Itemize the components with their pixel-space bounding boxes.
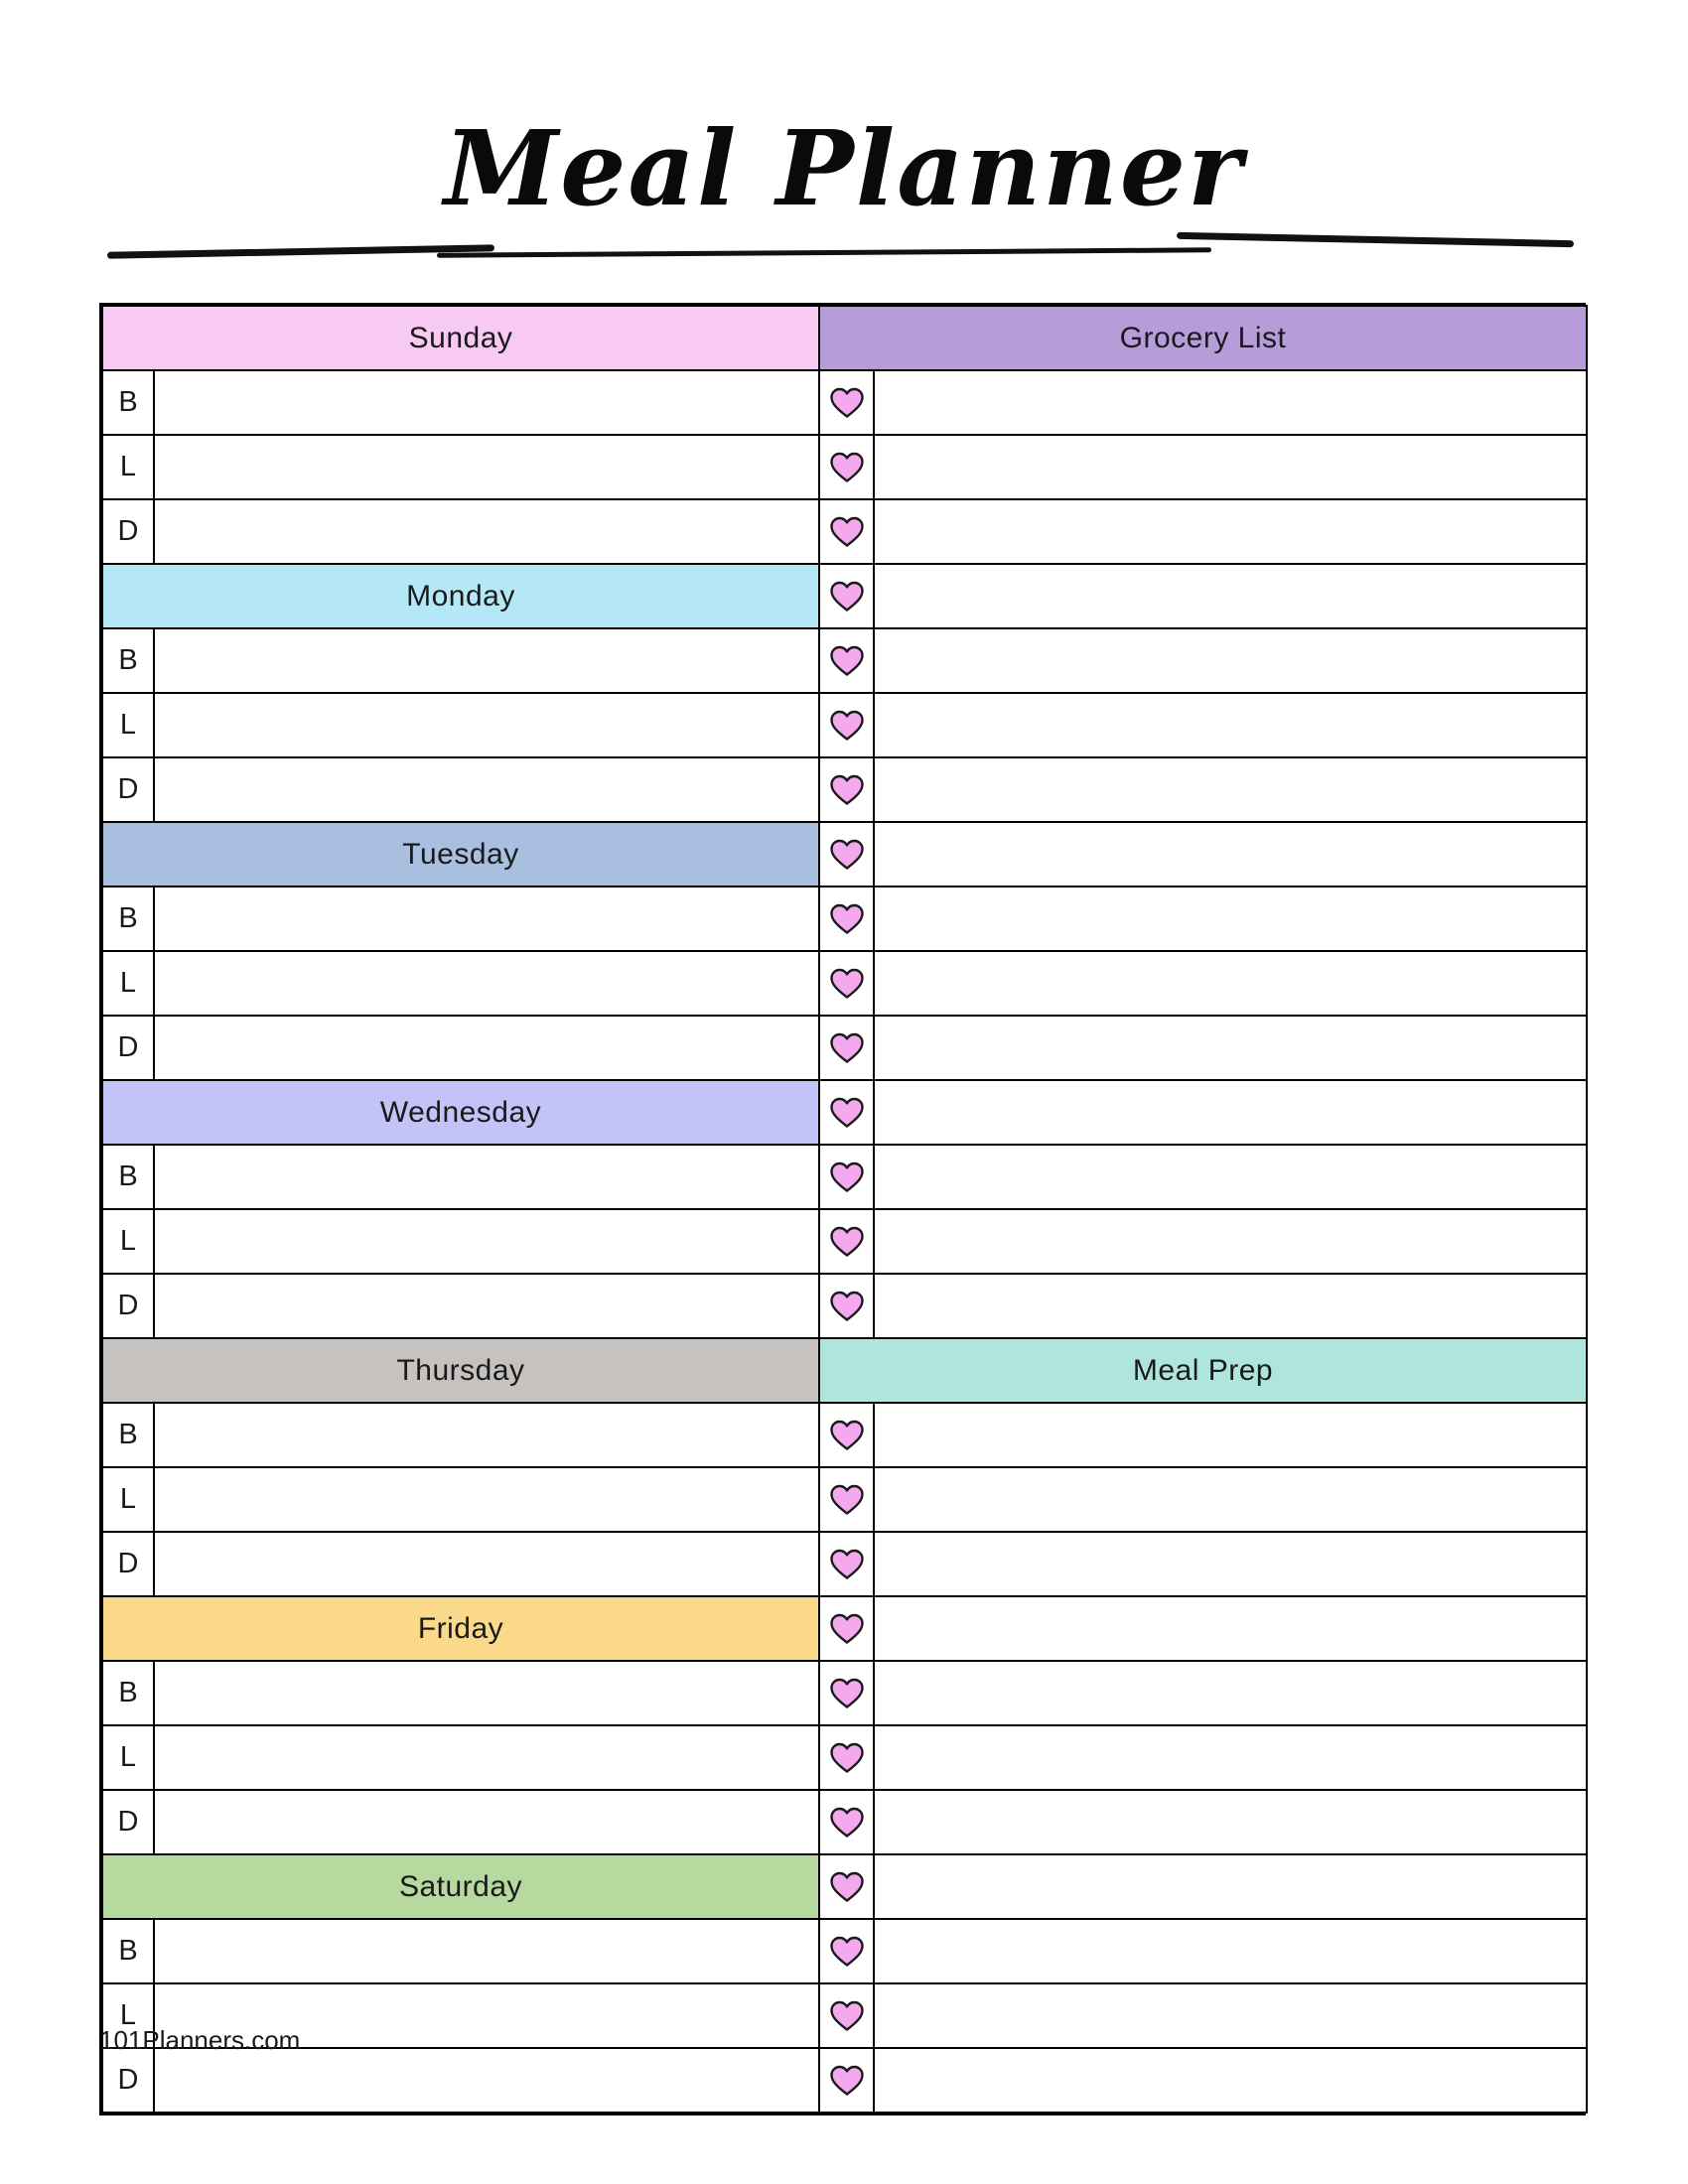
table-row [102,370,1587,435]
meal-entry-wednesday-b[interactable] [154,1145,819,1209]
meal-entry-monday-b[interactable] [154,628,819,693]
heart-icon [830,1807,864,1838]
heart-bullet [819,951,874,1016]
heart-icon [830,1161,864,1192]
table-row [102,951,1587,1016]
list-item[interactable] [874,1661,1587,1725]
list-item[interactable] [874,693,1587,757]
day-header-monday: Monday [102,564,819,628]
heart-icon [830,968,864,999]
heart-icon [830,1613,864,1644]
table-row [102,628,1587,693]
heart-bullet [819,693,874,757]
heart-icon [830,387,864,418]
heart-bullet [819,1209,874,1274]
heart-icon [830,452,864,482]
meal-entry-wednesday-l[interactable] [154,1209,819,1274]
heart-bullet [819,1725,874,1790]
heart-bullet [819,564,874,628]
heart-icon [830,2065,864,2096]
list-item[interactable] [874,1919,1587,1983]
meal-label-tuesday-b: B [102,887,154,951]
list-item[interactable] [874,1596,1587,1661]
table-row [102,1661,1587,1725]
list-item[interactable] [874,1145,1587,1209]
list-item[interactable] [874,1532,1587,1596]
list-item[interactable] [874,1790,1587,1854]
meal-label-monday-b: B [102,628,154,693]
day-header-wednesday: Wednesday [102,1080,819,1145]
table-row [102,1790,1587,1854]
meal-entry-saturday-b[interactable] [154,1919,819,1983]
heart-bullet [819,2048,874,2113]
heart-icon [830,581,864,612]
heart-bullet [819,370,874,435]
list-item[interactable] [874,1467,1587,1532]
list-item[interactable] [874,628,1587,693]
meal-label-sunday-b: B [102,370,154,435]
table-row [102,1016,1587,1080]
heart-icon [830,1420,864,1450]
meal-entry-thursday-b[interactable] [154,1403,819,1467]
list-item[interactable] [874,1854,1587,1919]
list-item[interactable] [874,370,1587,435]
day-header-friday: Friday [102,1596,819,1661]
table-row [102,1403,1587,1467]
table-row [102,1983,1587,2048]
title-flourish-right-icon [1177,232,1574,247]
meal-entry-saturday-d[interactable] [154,2048,819,2113]
list-item[interactable] [874,1403,1587,1467]
heart-icon [830,903,864,934]
heart-bullet [819,499,874,564]
meal-label-monday-d: D [102,757,154,822]
meal-entry-thursday-d[interactable] [154,1532,819,1596]
heart-bullet [819,822,874,887]
meal-entry-tuesday-d[interactable] [154,1016,819,1080]
heart-bullet [819,887,874,951]
list-item[interactable] [874,951,1587,1016]
list-item[interactable] [874,1725,1587,1790]
day-header-tuesday: Tuesday [102,822,819,887]
table-row [102,1854,1587,1919]
table-row [102,1274,1587,1338]
table-row [102,887,1587,951]
page-title: Meal Planner [444,107,1244,229]
meal-label-thursday-l: L [102,1467,154,1532]
planner-table [101,305,1588,2114]
meal-label-wednesday-l: L [102,1209,154,1274]
heart-icon [830,1936,864,1967]
meal-entry-friday-l[interactable] [154,1725,819,1790]
table-row [102,1532,1587,1596]
title-flourish-center-icon [437,247,1211,257]
meal-entry-wednesday-d[interactable] [154,1274,819,1338]
list-item[interactable] [874,1080,1587,1145]
heart-bullet [819,628,874,693]
planner-grid [99,303,1586,2116]
heart-bullet [819,1983,874,2048]
meal-entry-sunday-l[interactable] [154,435,819,499]
day-header-sunday: Sunday [102,306,819,370]
list-item[interactable] [874,564,1587,628]
day-header-thursday: Thursday [102,1338,819,1403]
list-item[interactable] [874,1016,1587,1080]
table-row [102,435,1587,499]
heart-bullet [819,1145,874,1209]
heart-bullet [819,1661,874,1725]
meal-entry-monday-d[interactable] [154,757,819,822]
table-row [102,2048,1587,2113]
meal-entry-sunday-b[interactable] [154,370,819,435]
meal-label-thursday-b: B [102,1403,154,1467]
heart-icon [830,1291,864,1321]
meal-label-wednesday-b: B [102,1145,154,1209]
meal-label-friday-d: D [102,1790,154,1854]
list-item[interactable] [874,499,1587,564]
meal-label-thursday-d: D [102,1532,154,1596]
section-header-grocery-list: Grocery List [819,306,1587,370]
heart-bullet [819,1596,874,1661]
table-row [102,306,1587,370]
heart-bullet [819,1854,874,1919]
heart-icon [830,1549,864,1579]
meal-label-tuesday-l: L [102,951,154,1016]
heart-bullet [819,435,874,499]
meal-entry-tuesday-b[interactable] [154,887,819,951]
heart-bullet [819,1919,874,1983]
table-row [102,1145,1587,1209]
meal-label-saturday-b: B [102,1919,154,1983]
footer-credit: 101Planners.com [99,2025,301,2055]
list-item[interactable] [874,435,1587,499]
table-row [102,1919,1587,1983]
heart-icon [830,1742,864,1773]
table-row [102,1596,1587,1661]
heart-icon [830,710,864,741]
meal-entry-friday-b[interactable] [154,1661,819,1725]
table-row [102,693,1587,757]
meal-label-saturday-d: D [102,2048,154,2113]
table-row [102,757,1587,822]
meal-label-friday-b: B [102,1661,154,1725]
heart-bullet [819,757,874,822]
heart-icon [830,1678,864,1708]
list-item[interactable] [874,1274,1587,1338]
heart-bullet [819,1080,874,1145]
meal-entry-thursday-l[interactable] [154,1467,819,1532]
meal-label-sunday-l: L [102,435,154,499]
heart-icon [830,774,864,805]
heart-bullet [819,1403,874,1467]
meal-label-friday-l: L [102,1725,154,1790]
heart-icon [830,516,864,547]
table-row [102,499,1587,564]
table-row [102,822,1587,887]
meal-label-monday-l: L [102,693,154,757]
meal-label-tuesday-d: D [102,1016,154,1080]
meal-label-saturday-l: L [102,1983,154,2048]
list-item[interactable] [874,1983,1587,2048]
table-row [102,1338,1587,1403]
heart-bullet [819,1790,874,1854]
heart-icon [830,645,864,676]
heart-icon [830,1484,864,1515]
meal-entry-monday-l[interactable] [154,693,819,757]
heart-icon [830,1871,864,1902]
title-area [0,60,1688,248]
heart-icon [830,1032,864,1063]
heart-icon [830,2000,864,2031]
list-item[interactable] [874,1209,1587,1274]
heart-bullet [819,1016,874,1080]
meal-entry-friday-d[interactable] [154,1790,819,1854]
meal-label-sunday-d: D [102,499,154,564]
meal-entry-tuesday-l[interactable] [154,951,819,1016]
list-item[interactable] [874,887,1587,951]
table-row [102,1467,1587,1532]
table-row [102,1080,1587,1145]
table-row [102,1725,1587,1790]
heart-bullet [819,1274,874,1338]
heart-bullet [819,1467,874,1532]
list-item[interactable] [874,822,1587,887]
section-header-meal-prep: Meal Prep [819,1338,1587,1403]
heart-icon [830,839,864,870]
heart-icon [830,1097,864,1128]
table-row [102,1209,1587,1274]
list-item[interactable] [874,757,1587,822]
day-header-saturday: Saturday [102,1854,819,1919]
heart-bullet [819,1532,874,1596]
meal-label-wednesday-d: D [102,1274,154,1338]
heart-icon [830,1226,864,1257]
list-item[interactable] [874,2048,1587,2113]
meal-entry-sunday-d[interactable] [154,499,819,564]
table-row [102,564,1587,628]
